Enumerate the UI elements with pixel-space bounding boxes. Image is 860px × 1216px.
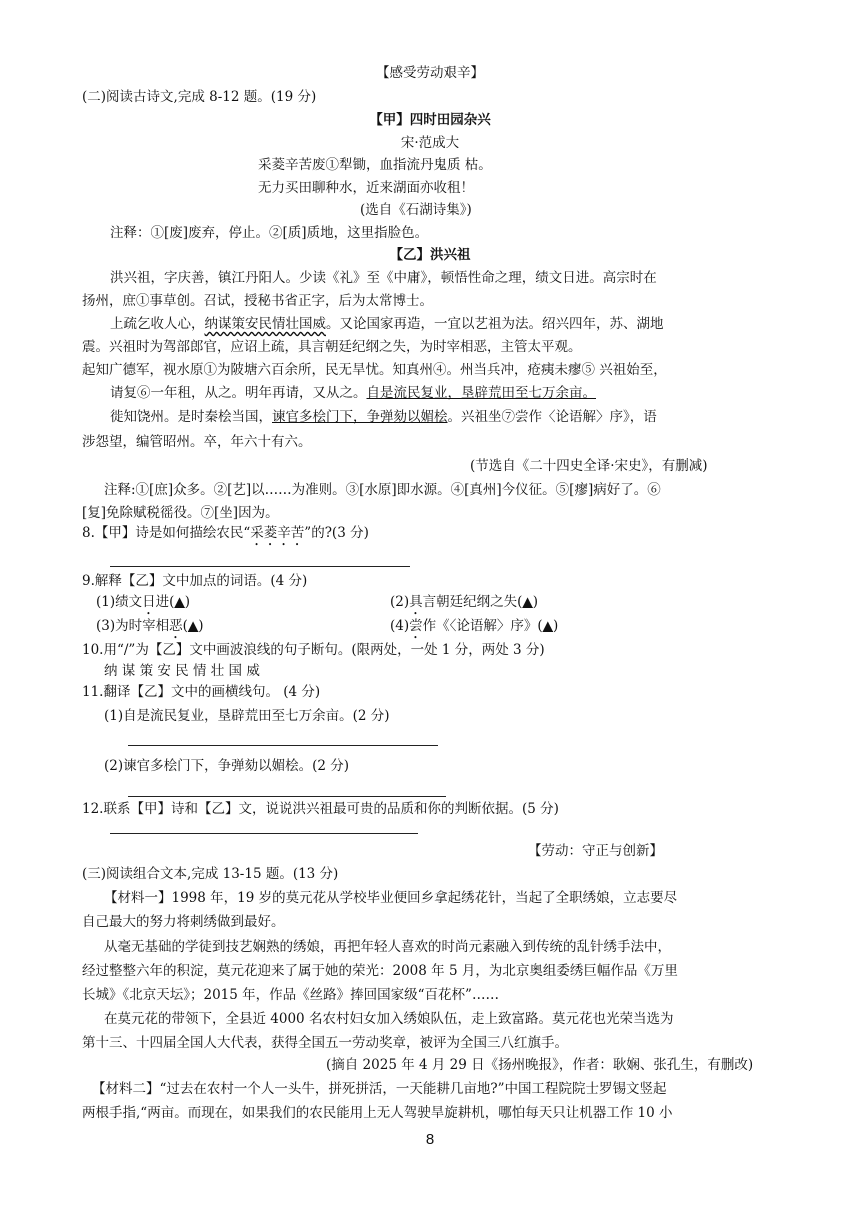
q9-item-4: (4)尝作《〈论语解〉序》(▲) <box>390 618 559 634</box>
prose-line: 震。兴祖时为驾部郎官，应诏上疏，具言朝廷纪纲之失，为时宰相恶，主管太平观。 <box>82 339 582 355</box>
prose-note: [复]免除赋税徭役。⑦[坐]因为。 <box>82 505 279 521</box>
prose-line: 涉怨望，编管昭州。卒，年六十有六。 <box>82 434 312 450</box>
wavy-sentence: 纳谋策安民情壮国威 <box>204 316 326 332</box>
answer-blank[interactable]: ▲ <box>522 594 533 610</box>
material-line: 两根手指,“两亩。而现在，如果我们的农民能用上无人驾驶旱旋耕机，哪怕每天只让机器工作 10 小 <box>82 1105 673 1121</box>
prose-line: 徙知饶州。是时秦桧当国，谏官多桧门下，争弹劾以媚桧。兴祖坐⑦尝作〈论语解〉序》，语 <box>110 409 657 425</box>
q11-sentence-2: (2)谏官多桧门下，争弹劾以媚桧。(2 分) <box>104 758 350 774</box>
prose-line: 请复⑥一年租，从之。明年再请，又从之。自是流民复业，垦辟荒田至七万余亩。 <box>110 385 596 401</box>
poem-line: 采菱辛苦废①犁锄，血指流丹鬼质 枯。 <box>258 157 492 173</box>
material-line: 在莫元花的带领下，全县近 4000 名农村妇女加入绣娘队伍，走上致富路。莫元花也光荣当选为 <box>104 1011 674 1027</box>
part-heading: (二)阅读古诗文,完成 8-12 题。(19 分) <box>82 89 317 105</box>
prose-line: 起知广德军，视水原①为陂塘六百余所，民无旱忧。知真州④。州当兵冲，疮痍未瘳⑤ 兴祖始至， <box>82 362 667 378</box>
poem-source: (选自《石湖诗集》) <box>360 202 472 218</box>
prose-line: 上疏乞收人心，纳谋策安民情壮国威。又论国家再造，一宜以艺祖为法。绍兴四年，苏、湖地 <box>110 316 664 332</box>
material-line: 从毫无基础的学徒到技艺娴熟的绣娘，再把年轻人喜欢的时尚元素融入到传统的乱针绣手法中， <box>104 939 671 955</box>
prose-line: 洪兴祖，字庆善，镇江丹阳人。少读《礼》至《中庸》，顿悟性命之理，绩文日进。高宗时在 <box>110 270 657 286</box>
section-label: 【劳动：守正与创新】 <box>528 843 663 859</box>
material-line: 经过整整六年的积淀，莫元花迎来了属于她的荣光：2008 年 5 月，为北京奥组委绣巨幅作品《万里 <box>82 963 678 979</box>
answer-blank[interactable]: ▲ <box>542 618 554 634</box>
part-heading: (三)阅读组合文本,完成 13-15 题。(13 分) <box>82 866 339 882</box>
q11-sentence-1: (1)自是流民复业，垦辟荒田至七万余亩。(2 分) <box>104 708 390 724</box>
answer-line[interactable] <box>128 745 438 746</box>
poem-author: 宋·范成大 <box>400 135 460 151</box>
poem-title: 【甲】四时田园杂兴 <box>369 112 491 128</box>
answer-line[interactable] <box>110 566 410 567</box>
underlined-sentence: 谏官多桧门下，争弹劾以媚桧 <box>272 409 448 425</box>
question-8: 8.【甲】诗是如何描绘农民“采菱辛苦”的?(3 分) <box>82 525 369 541</box>
material-line: 自己最大的努力将刺绣做到最好。 <box>82 914 285 930</box>
poem-line: 无力买田聊种水，近来湖面亦收租！ <box>258 180 474 196</box>
q9-item-3: (3)为时宰相恶(▲) <box>96 618 204 634</box>
question-10: 10.用“/”为【乙】文中画波浪线的句子断句。(限两处，一处 1 分，两处 3 分) <box>82 642 545 658</box>
material-line: 第十三、十四届全国人大代表，获得全国五一劳动奖章，被评为全国三八红旗手。 <box>82 1035 568 1051</box>
material-line: 【材料二】“过去在农村一个人一头牛，拼死拼活，一天能耕几亩地?”中国工程院院士罗锡文竖起 <box>92 1081 667 1097</box>
material-line: 长城》《北京天坛》；2015 年，作品《丝路》捧回国家级“百花杯”…… <box>82 987 499 1003</box>
answer-line[interactable] <box>110 833 418 834</box>
material-line: 【材料一】1998 年，19 岁的莫元花从学校毕业便回乡拿起绣花针，当起了全职绣娘，立志要尽 <box>104 890 678 906</box>
question-12: 12.联系【甲】诗和【乙】文，说说洪兴祖最可贵的品质和你的判断依据。(5 分) <box>82 801 559 817</box>
poem-note: 注释：①[废]废弃，停止。②[质]质地，这里指脸色。 <box>110 225 429 241</box>
page-number: 8 <box>425 1131 435 1148</box>
underlined-sentence: 自是流民复业，垦辟荒田至七万余亩。 <box>366 385 596 401</box>
answer-blank[interactable]: ▲ <box>187 618 199 634</box>
q9-item-2: (2)具言朝廷纪纲之失(▲) <box>390 594 539 610</box>
q9-item-1: (1)绩文日进(▲) <box>96 594 191 610</box>
q10-text: 纳 谋 策 安 民 情 壮 国 威 <box>104 663 260 679</box>
question-9: 9.解释【乙】文中加点的词语。(4 分) <box>82 573 308 589</box>
prose-line: 扬州，庶①事草创。召试，授秘书省正字，后为太常博士。 <box>82 293 433 309</box>
answer-blank[interactable]: ▲ <box>174 594 185 610</box>
prose-note: 注释:①[庶]众多。②[艺]以……为准则。③[水原]即水源。④[真州]今仪征。⑤[瘳]病好了。⑥ <box>104 482 661 498</box>
section-label: 【感受劳动艰辛】 <box>376 65 484 81</box>
answer-line[interactable] <box>128 796 446 797</box>
prose-title: 【乙】洪兴祖 <box>389 247 471 263</box>
prose-source: (节选自《二十四史全译·宋史》，有删减) <box>470 458 708 474</box>
material-source: (摘自 2025 年 4 月 29 日《扬州晚报》，作者：耿娴、张孔生，有删改) <box>326 1057 754 1073</box>
question-11: 11.翻译【乙】文中的画横线句。 (4 分) <box>82 684 321 700</box>
